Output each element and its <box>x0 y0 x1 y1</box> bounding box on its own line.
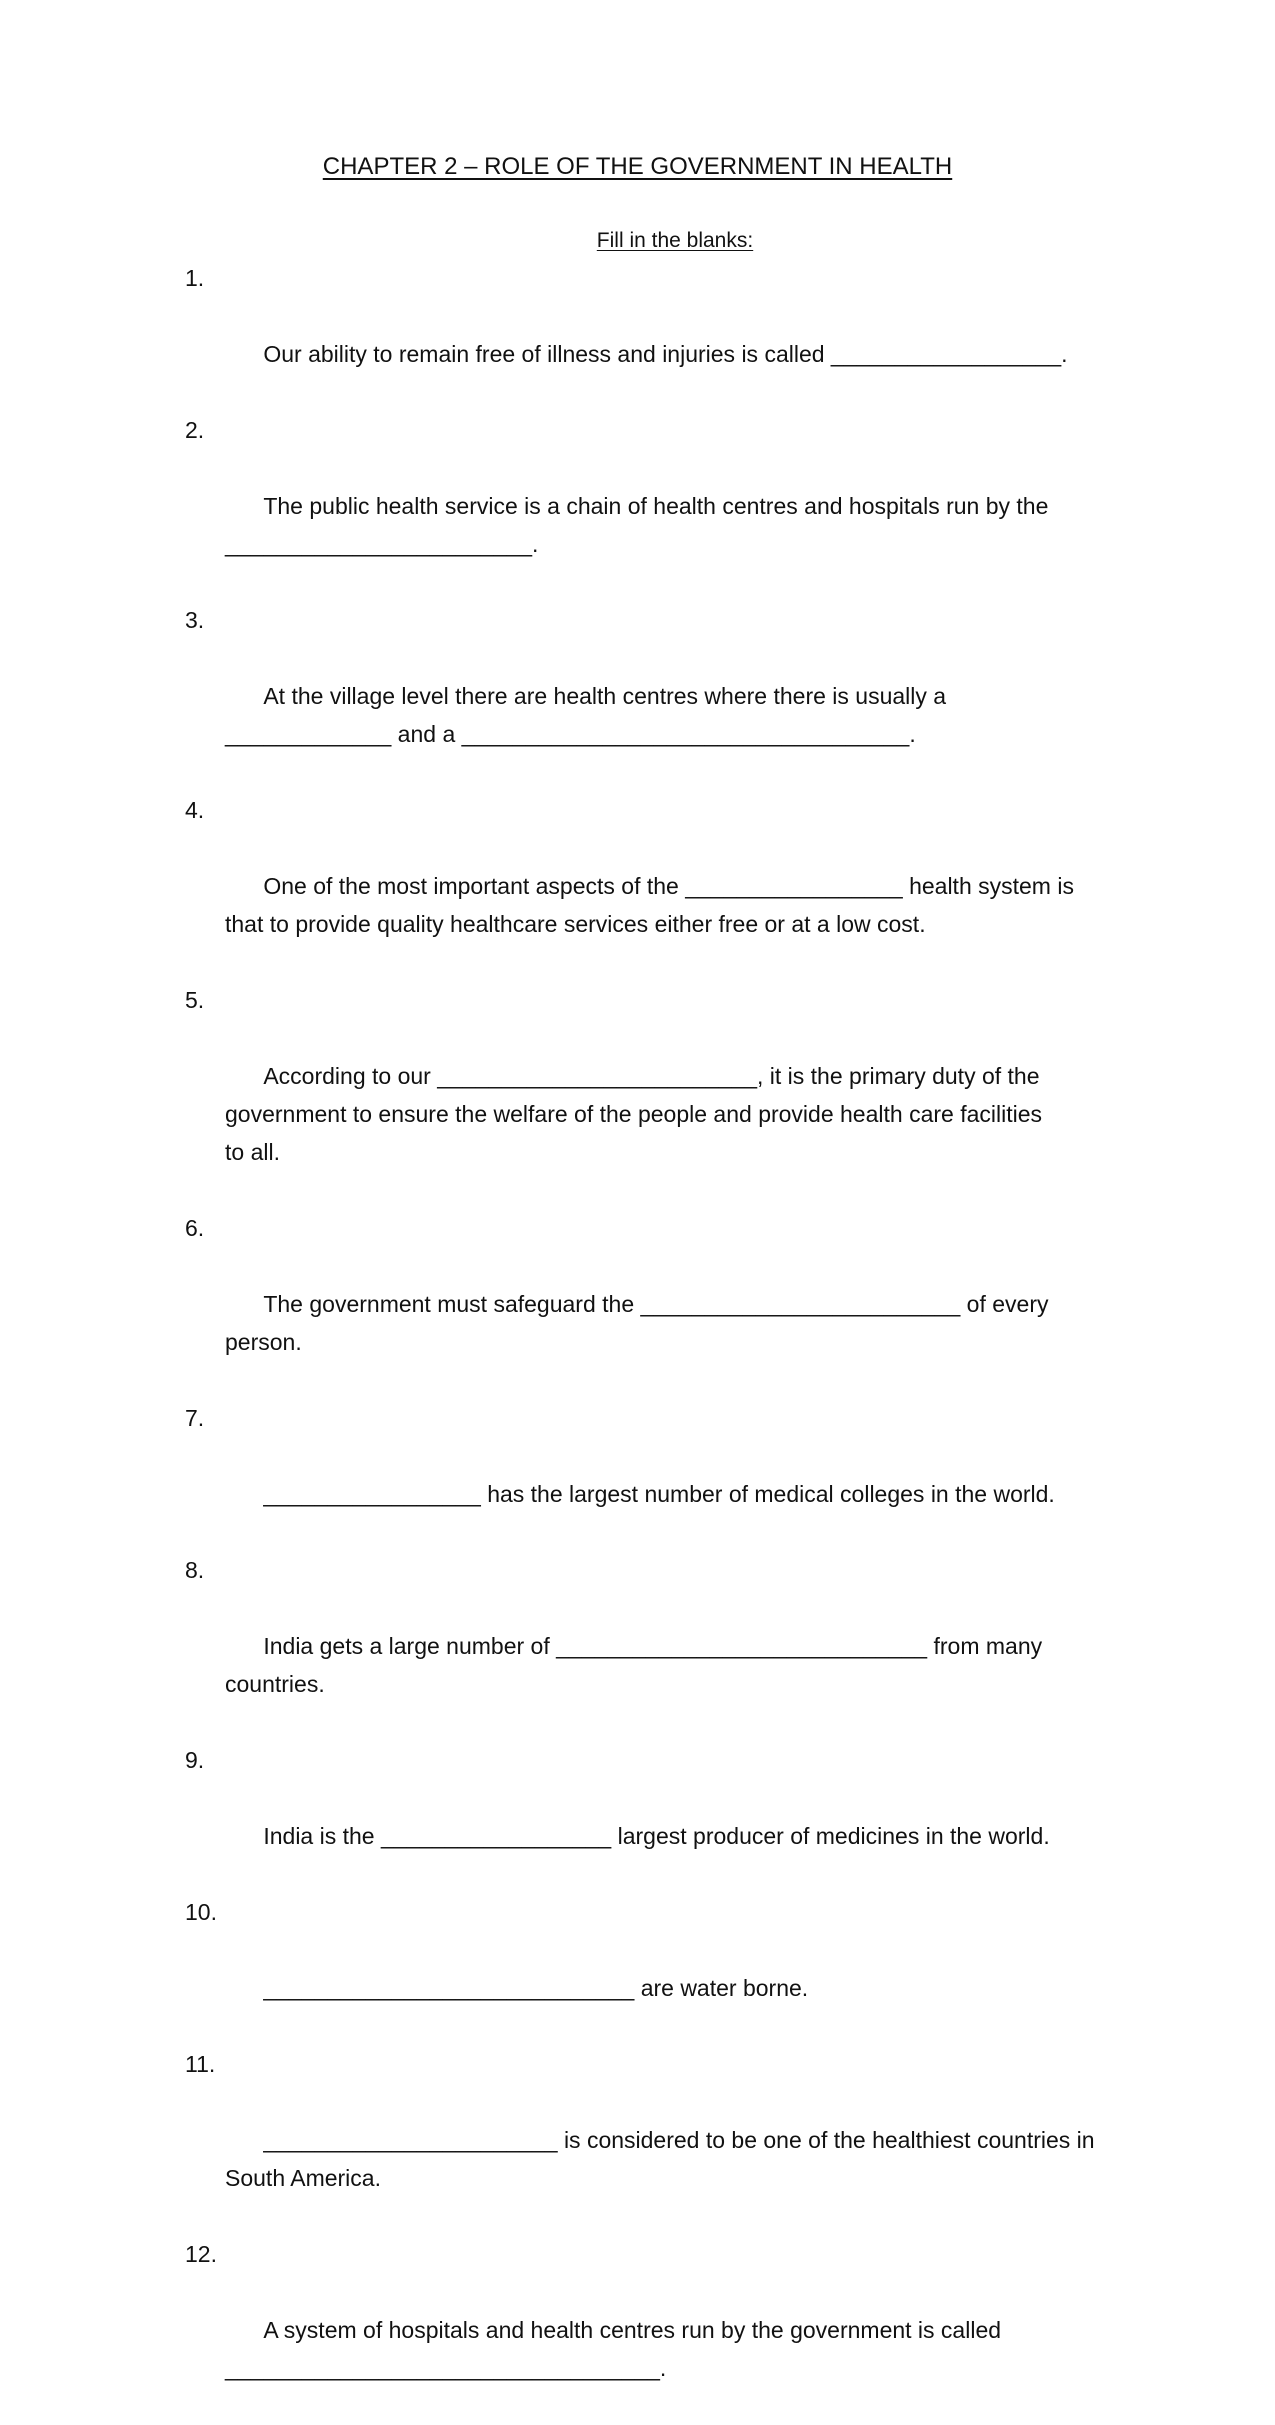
question-list <box>185 259 1145 2425</box>
question-10 <box>185 1893 1145 2045</box>
chapter-title-text: CHAPTER 2 – ROLE OF THE GOVERNMENT IN HEALTH <box>322 153 953 180</box>
question-text: _________________ has the largest number of medical colleges in the world. <box>263 1481 1055 1507</box>
question-9 <box>185 1741 1145 1893</box>
question-text: India gets a large number of _____________________________ from many countries. <box>225 1633 1043 1697</box>
question-12 <box>185 2235 1145 2425</box>
question-text: One of the most important aspects of the _________________ health system is that to provide quality healthcare services either free or at a low cost. <box>225 873 1074 937</box>
question-number: 5. <box>185 987 205 1013</box>
question-3 <box>185 601 1145 791</box>
section-heading <box>0 227 1275 255</box>
question-number: 10. <box>185 1899 217 1925</box>
question-number: 6. <box>185 1215 205 1241</box>
question-text: A system of hospitals and health centres run by the government is called __________________________________. <box>225 2317 1002 2381</box>
question-5 <box>185 981 1145 1209</box>
question-4 <box>185 791 1145 981</box>
question-number: 9. <box>185 1747 205 1773</box>
question-text: At the village level there are health centres where there is usually a _____________ and a ___________________________________. <box>225 683 947 747</box>
question-number: 3. <box>185 607 205 633</box>
question-text: According to our _________________________, it is the primary duty of the government to ensure the welfare of the people and provide health care facilities to all. <box>225 1063 1043 1165</box>
question-11 <box>185 2045 1145 2235</box>
question-1 <box>185 259 1145 411</box>
question-text: _____________________________ are water borne. <box>263 1975 809 2001</box>
question-text: Our ability to remain free of illness and injuries is called __________________. <box>263 341 1068 367</box>
question-6 <box>185 1209 1145 1399</box>
question-7 <box>185 1399 1145 1551</box>
question-text: The government must safeguard the _________________________ of every person. <box>225 1291 1049 1355</box>
question-number: 8. <box>185 1557 205 1583</box>
section-heading-text: Fill in the blanks: <box>596 229 754 252</box>
question-number: 4. <box>185 797 205 823</box>
question-number: 12. <box>185 2241 217 2267</box>
question-8 <box>185 1551 1145 1741</box>
question-number: 7. <box>185 1405 205 1431</box>
question-text: India is the __________________ largest producer of medicines in the world. <box>263 1823 1050 1849</box>
question-number: 2. <box>185 417 205 443</box>
question-text: _______________________ is considered to be one of the healthiest countries in South America. <box>225 2127 1095 2191</box>
page-title <box>0 151 1275 183</box>
question-number: 1. <box>185 265 205 291</box>
question-2 <box>185 411 1145 601</box>
question-text: The public health service is a chain of health centres and hospitals run by the ________________________. <box>225 493 1049 557</box>
question-number: 11. <box>185 2051 216 2077</box>
